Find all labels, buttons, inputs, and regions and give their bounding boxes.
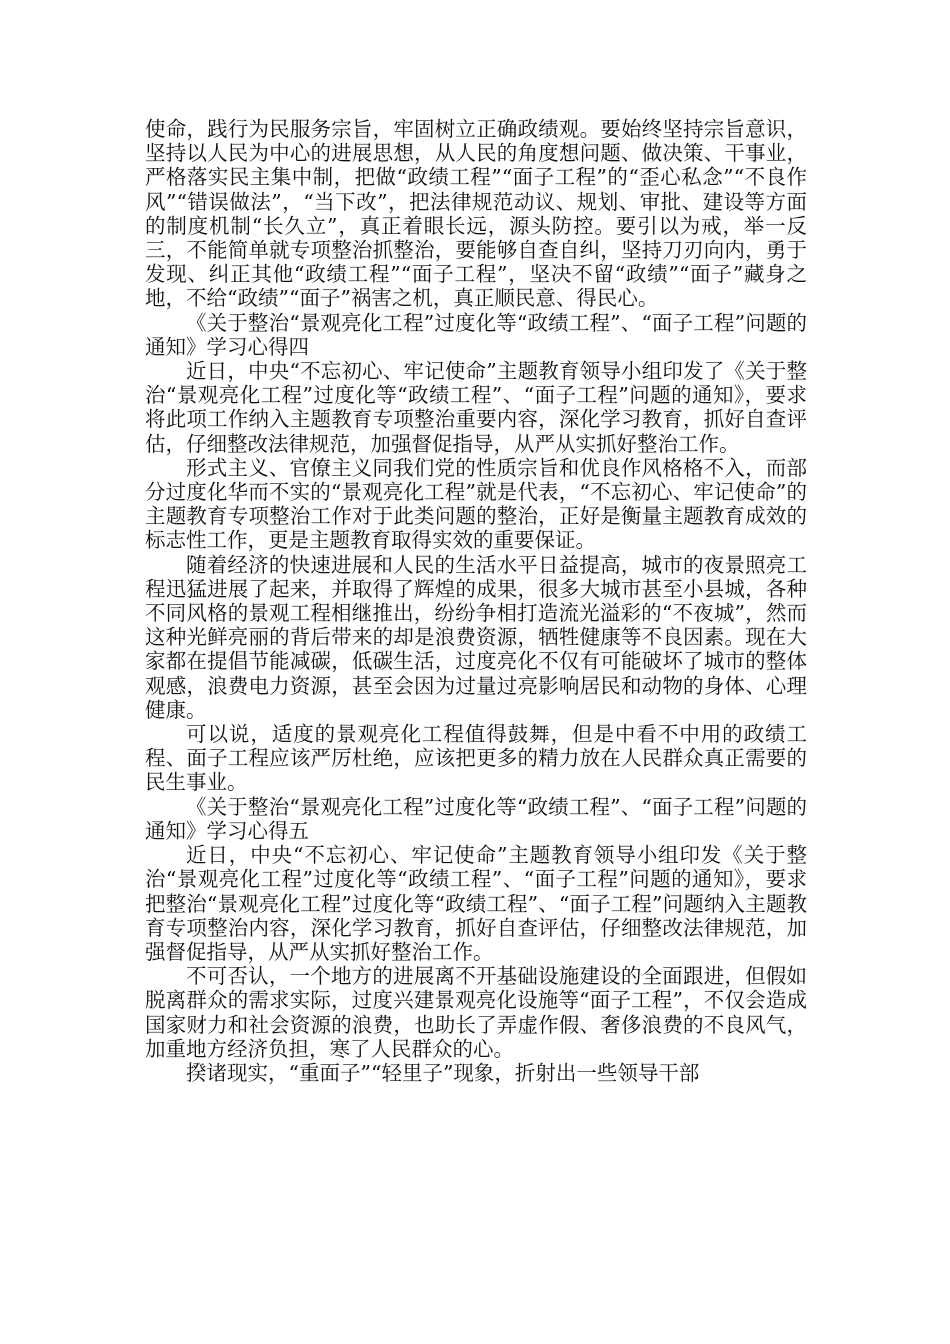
section-heading-4: 《关于整治“景观亮化工程”过度化等“政绩工程”、“面子工程”问题的通知》学习心得四 [145, 310, 807, 359]
section-heading-5: 《关于整治“景观亮化工程”过度化等“政绩工程”、“面子工程”问题的通知》学习心得五 [145, 794, 807, 843]
paragraph: 不可否认，一个地方的进展离不开基础设施建设的全面跟进，但假如脱离群众的需求实际，过度兴建景观亮化设施等“面子工程”，不仅会造成国家财力和社会资源的浪费，也助长了弄虚作假、奢侈浪费的不良风气，加重地方经济负担，寒了人民群众的心。 [145, 964, 807, 1061]
paragraph-truncated: 揆诸现实，“重面子”“轻里子”现象，折射出一些领导干部 [186, 1060, 700, 1085]
paragraph: 近日，中央“不忘初心、牢记使命”主题教育领导小组印发了《关于整治“景观亮化工程”过度化等“政绩工程”、“面子工程”问题的通知》，要求将此项工作纳入主题教育专项整治重要内容，深化学习教育，抓好自查评估，仔细整改法律规范，加强督促指导，从严从实抓好整治工作。 [145, 359, 807, 456]
paragraph-continuation: 使命，践行为民服务宗旨，牢固树立正确政绩观。要始终坚持宗旨意识，坚持以人民为中心的进展思想，从人民的角度想问题、做决策、干事业，严格落实民主集中制，把做“政绩工程”“面子工程”的“歪心私念”“不良作风”“错误做法”，“当下改”，把法律规范动议、规划、审批、建设等方面的制度机制“长久立”，真正着眼长远，源头防控。要引以为戒，举一反三，不能简单就专项整治抓整治，要能够自查自纠，坚持刀刃向内，勇于发现、纠正其他“政绩工程”“面子工程”，坚决不留“政绩”“面子”藏身之地，不给“政绩”“面子”祸害之机，真正顺民意、得民心。 [145, 117, 807, 311]
document-page [145, 117, 807, 1085]
paragraph: 随着经济的快速进展和人民的生活水平日益提高，城市的夜景照亮工程迅猛进展了起来，并取得了辉煌的成果，很多大城市甚至小县城，各种不同风格的景观工程相继推出，纷纷争相打造流光溢彩的“不夜城”，然而这种光鲜亮丽的背后带来的却是浪费资源，牺牲健康等不良因素。现在大家都在提倡节能减碳，低碳生活，过度亮化不仅有可能破坏了城市的整体观感，浪费电力资源，甚至会因为过量过亮影响居民和动物的身体、心理健康。 [145, 552, 807, 722]
paragraph: 可以说，适度的景观亮化工程值得鼓舞，但是中看不中用的政绩工程、面子工程应该严厉杜绝，应该把更多的精力放在人民群众真正需要的民生事业。 [145, 722, 807, 795]
paragraph: 近日，中央“不忘初心、牢记使命”主题教育领导小组印发《关于整治“景观亮化工程”过度化等“政绩工程”、“面子工程”问题的通知》，要求把整治“景观亮化工程”过度化等“政绩工程”、“面子工程”问题纳入主题教育专项整治内容，深化学习教育，抓好自查评估，仔细整改法律规范，加强督促指导，从严从实抓好整治工作。 [145, 843, 807, 964]
paragraph: 形式主义、官僚主义同我们党的性质宗旨和优良作风格格不入，而部分过度化华而不实的“景观亮化工程”就是代表，“不忘初心、牢记使命”的主题教育专项整治工作对于此类问题的整治，正好是衡量主题教育成效的标志性工作，更是主题教育取得实效的重要保证。 [145, 455, 807, 553]
